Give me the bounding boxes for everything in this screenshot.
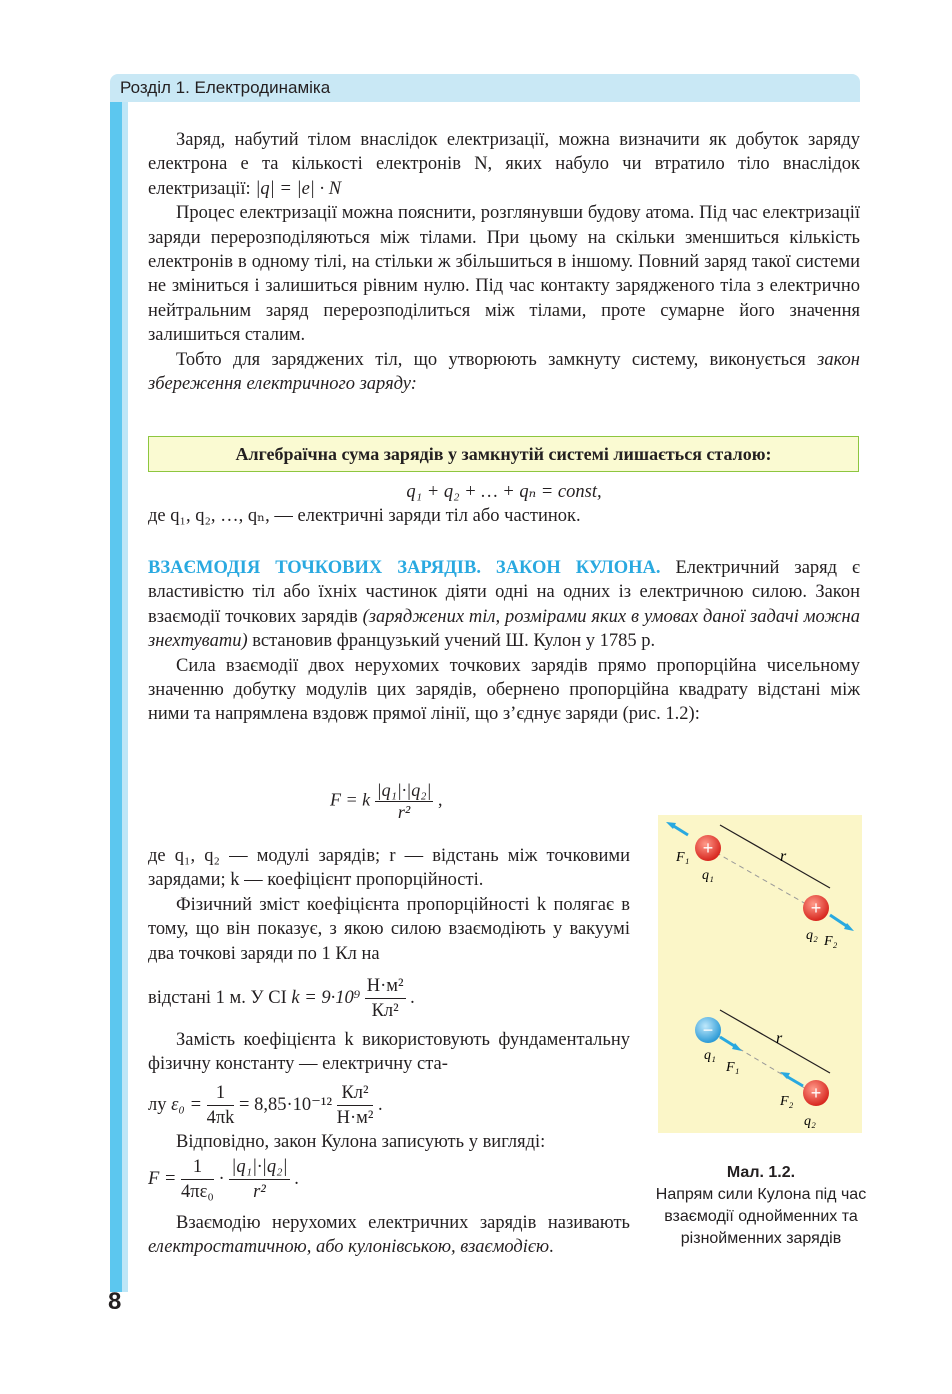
svg-text:q₂: q₂ <box>806 928 818 943</box>
svg-text:+: + <box>702 838 714 858</box>
coulomb-formula-2: F = $\frac{1}{\text{4πε₀}}$ · $\frac{\text{|q₁|·|q₂|}}{\text{r²}}$ . <box>148 1156 299 1203</box>
coulomb-diagram <box>658 815 862 1133</box>
law-formula: q₁ + q₂ + … + qₙ = const, <box>406 482 602 502</box>
figure-1-2 <box>658 815 862 1133</box>
paragraph: Сила взаємодії двох нерухомих точкових зарядів прямо пропорційна чисельному значенню добутку модулів цих зарядів, обернено пропорційна квадрату відстані між ними та напрямлена вздовж прямої лінії, що з’єднує заряди (рис. 1.2): <box>148 655 860 725</box>
connector-line <box>708 848 813 908</box>
margin-bar-light <box>122 102 128 1292</box>
force-arrow <box>672 825 688 835</box>
intro-block <box>148 128 860 396</box>
coulomb-formula: F = k $\frac{\text{|q₁|·|q₂|}}{\text{r²}}$ , <box>330 780 443 822</box>
force-arrow <box>720 1037 736 1047</box>
distance-line <box>720 825 830 888</box>
left-column <box>148 844 630 1260</box>
coulomb-block <box>148 556 860 727</box>
charge-formula: |q| = |e| · N <box>255 178 342 199</box>
section-header <box>110 74 860 102</box>
svg-text:r: r <box>780 848 787 865</box>
force-arrow <box>786 1076 803 1086</box>
paragraph: Взаємодію нерухомих електричних зарядів називають електростатичною, або кулонівською, взаємодією. <box>148 1212 630 1258</box>
paragraph: Заряд, набутий тілом внаслідок електризації, можна визначити як добуток заряду електрона e та кількості електронів N, яких набуло чи втратило тіло внаслідок електризації: |q| = |e| · N <box>148 130 860 199</box>
paragraph: Процес електризації можна пояснити, розглянувши будову атома. Під час електризації заряди перерозподіляються між тілами. При цьому на скільки зменшиться кількість електронів в одному тілі, на стільки ж збільшиться в іншому. Повний заряд такої системи не зміниться і залишиться рівним нулю. Під час контакту зарядженого тіла з електрично нейтральним заряд перерозподілиться між тілами, проте сумарне його значення залишиться сталим. <box>148 203 860 346</box>
page-number: 8 <box>108 1288 122 1315</box>
paragraph: Тобто для заряджених тіл, що утворюють замкнуту систему, виконується закон збереження електричного заряду: <box>148 349 860 395</box>
svg-text:+: + <box>810 898 822 918</box>
paragraph: відстані 1 м. У СІ k = 9·10⁹ $\frac{\text{Н·м²}}{\text{Кл²}}$ . <box>148 976 415 1022</box>
paragraph: Замість коефіцієнта k використовують фундаментальну фізичну константу — електричну ста- <box>148 1029 630 1075</box>
svg-text:−: − <box>702 1020 714 1040</box>
epsilon-formula: лу ε₀ = $\frac{1}{4\pi k}$ = 8,85·10⁻¹² $\frac{\text{Кл²}}{\text{Н·м²}}$ . <box>148 1082 383 1129</box>
caption-title: Мал. 1.2. <box>726 1164 796 1181</box>
svg-text:q₁: q₁ <box>704 1048 716 1063</box>
caption-text: Напрям сили Кулона під час взаємодії однойменних та різнойменних зарядів <box>655 1186 867 1247</box>
figure-caption <box>650 1162 872 1250</box>
svg-text:F₂: F₂ <box>824 934 838 949</box>
svg-text:F₁: F₁ <box>676 850 690 865</box>
coulomb-heading: ВЗАЄМОДІЯ ТОЧКОВИХ ЗАРЯДІВ. ЗАКОН КУЛОНА. <box>148 558 661 578</box>
svg-text:r: r <box>776 1030 783 1047</box>
paragraph: де q₁, q₂ — модулі зарядів; r — відстань між точковими зарядами; k — коефіцієнт пропорційності. <box>148 846 630 891</box>
law-box <box>148 436 859 472</box>
paragraph: Фізичний зміст коефіцієнта пропорційності k полягає в тому, що він показує, з якою силою взаємодіють у вакуумі два точкові заряди по 1 Кл на <box>148 894 630 964</box>
law-where: де q₁, q₂, …, qₙ, — електричні заряди тіл або частинок. <box>148 506 581 527</box>
paragraph: Відповідно, закон Кулона записують у вигляді: <box>176 1132 546 1153</box>
law-statement: Алгебраїчна сума зарядів у замкнутій системі лишається сталою: <box>235 444 772 464</box>
svg-text:F₂: F₂ <box>780 1094 794 1109</box>
svg-text:q₂: q₂ <box>804 1114 816 1129</box>
margin-bar <box>110 102 122 1292</box>
svg-text:q₁: q₁ <box>702 868 714 883</box>
law-block <box>148 480 860 529</box>
force-arrow <box>830 915 848 927</box>
section-title: Розділ 1. Електродинаміка <box>120 78 331 97</box>
svg-text:+: + <box>810 1083 822 1103</box>
svg-text:F₁: F₁ <box>726 1060 740 1075</box>
paragraph: ВЗАЄМОДІЯ ТОЧКОВИХ ЗАРЯДІВ. ЗАКОН КУЛОНА. Електричний заряд є властивістю тіл або їхніх частинок діяти одні на одних із електричною силою. Закон взаємодії точкових зарядів (заряджених тіл, розмірами яких в умовах даної задачі можна знехтувати) встановив французький учений Ш. Кулон у 1785 р. <box>148 558 860 652</box>
